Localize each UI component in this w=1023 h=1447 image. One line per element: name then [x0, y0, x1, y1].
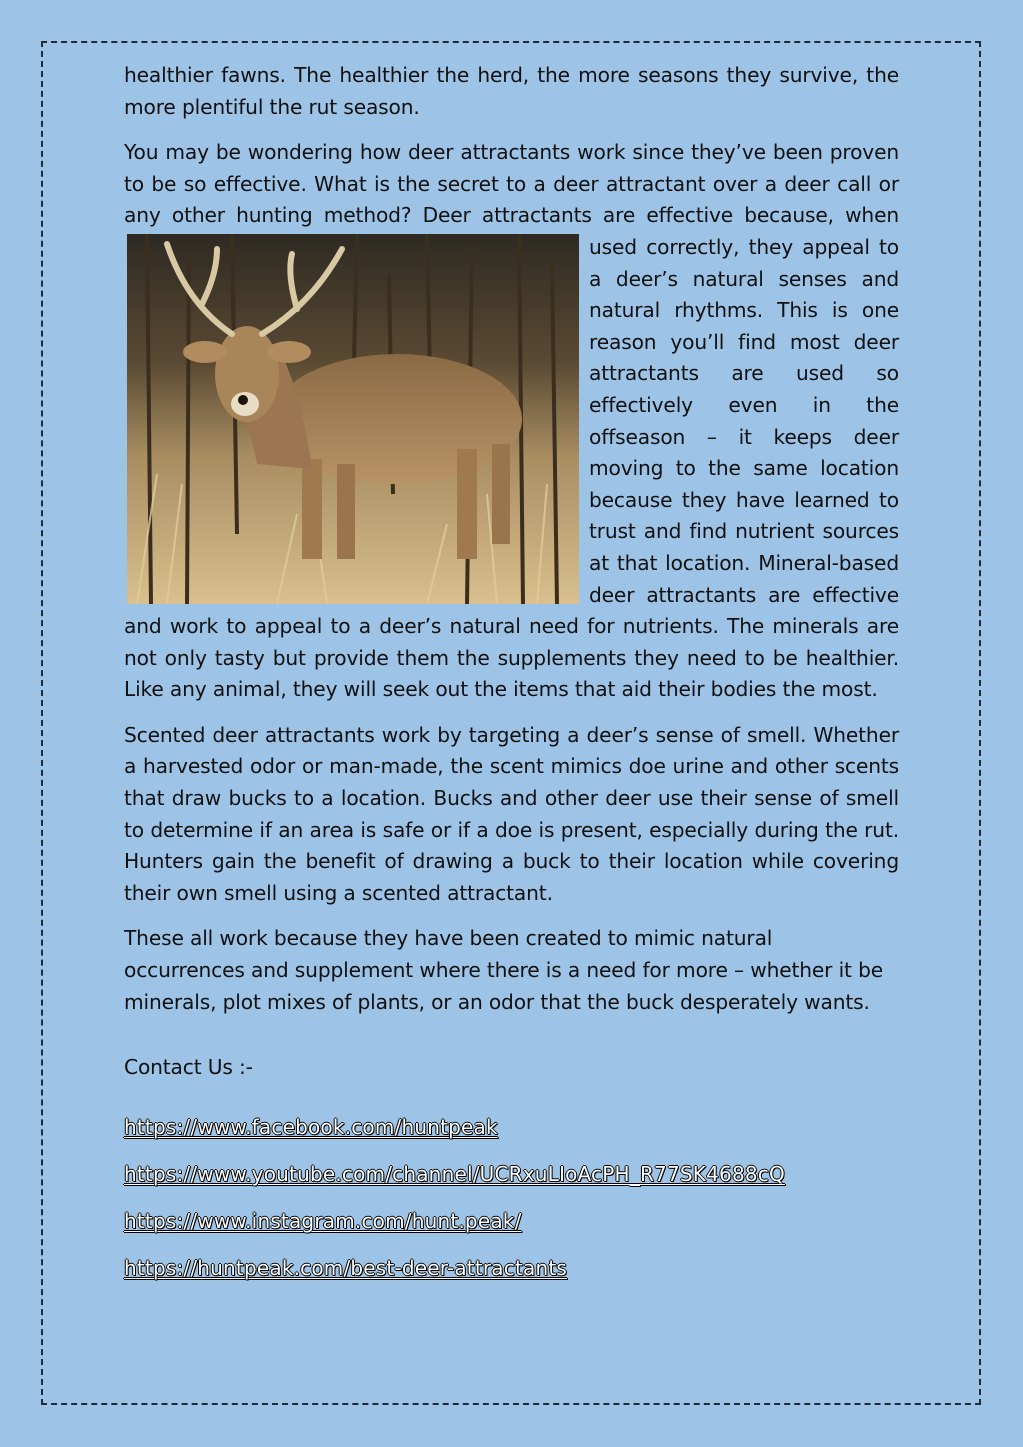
- contact-links: [124, 1112, 899, 1284]
- facebook-link[interactable]: https://www.facebook.com/huntpeak: [124, 1114, 498, 1139]
- document-body: [124, 60, 899, 1300]
- paragraph-2: [124, 137, 899, 706]
- paragraph-2-rest: correctly, they appeal to a deer’s natural senses and natural rhythms. This is one reason you’ll find most deer attractants are used so effectively even in the offseason – it keeps deer moving to the same location because they have learned to trust and find nutrient sources at that location. Mineral-based deer attractants are effective and work to appeal to a deer’s natural need for nutrients. The minerals are not only tasty but provide them the supplements they need to be healthier. Like any animal, they will seek out the items that aid their bodies the most.: [124, 234, 899, 702]
- paragraph-3: Scented deer attractants work by targeting a deer’s sense of smell. Whether a harvested odor or man-made, the scent mimics doe urine and other scents that draw bucks to a location. Bucks and other deer use their sense of smell to determine if an area is safe or if a doe is present, especially during the rut. Hunters gain the benefit of drawing a buck to their location while covering their own smell using a scented attractant.: [124, 722, 899, 905]
- youtube-link[interactable]: https://www.youtube.com/channel/UCRxuLIoAcPH_R77SK4688cQ: [124, 1161, 785, 1186]
- paragraph-1: healthier fawns. The healthier the herd, the more seasons they survive, the more plentiful the rut season.: [124, 63, 899, 119]
- paragraph-2-lead: You may be wondering how deer attractants work since they’ve been proven to be so effective. What is the secret to a deer attractant over a deer call or any other hunting method? Deer attractants are effective because, when used: [124, 140, 899, 259]
- contact-heading: Contact Us :-: [124, 1055, 253, 1080]
- paragraph-4: These all work because they have been created to mimic natural occurrences and supplement where there is a need for more – whether it be minerals, plot mixes of plants, or an odor that the buck desperately wants.: [124, 926, 884, 1014]
- website-link[interactable]: https://huntpeak.com/best-deer-attractants: [124, 1255, 567, 1280]
- instagram-link[interactable]: https://www.instagram.com/hunt.peak/: [124, 1208, 522, 1233]
- deer-photo: [127, 234, 579, 604]
